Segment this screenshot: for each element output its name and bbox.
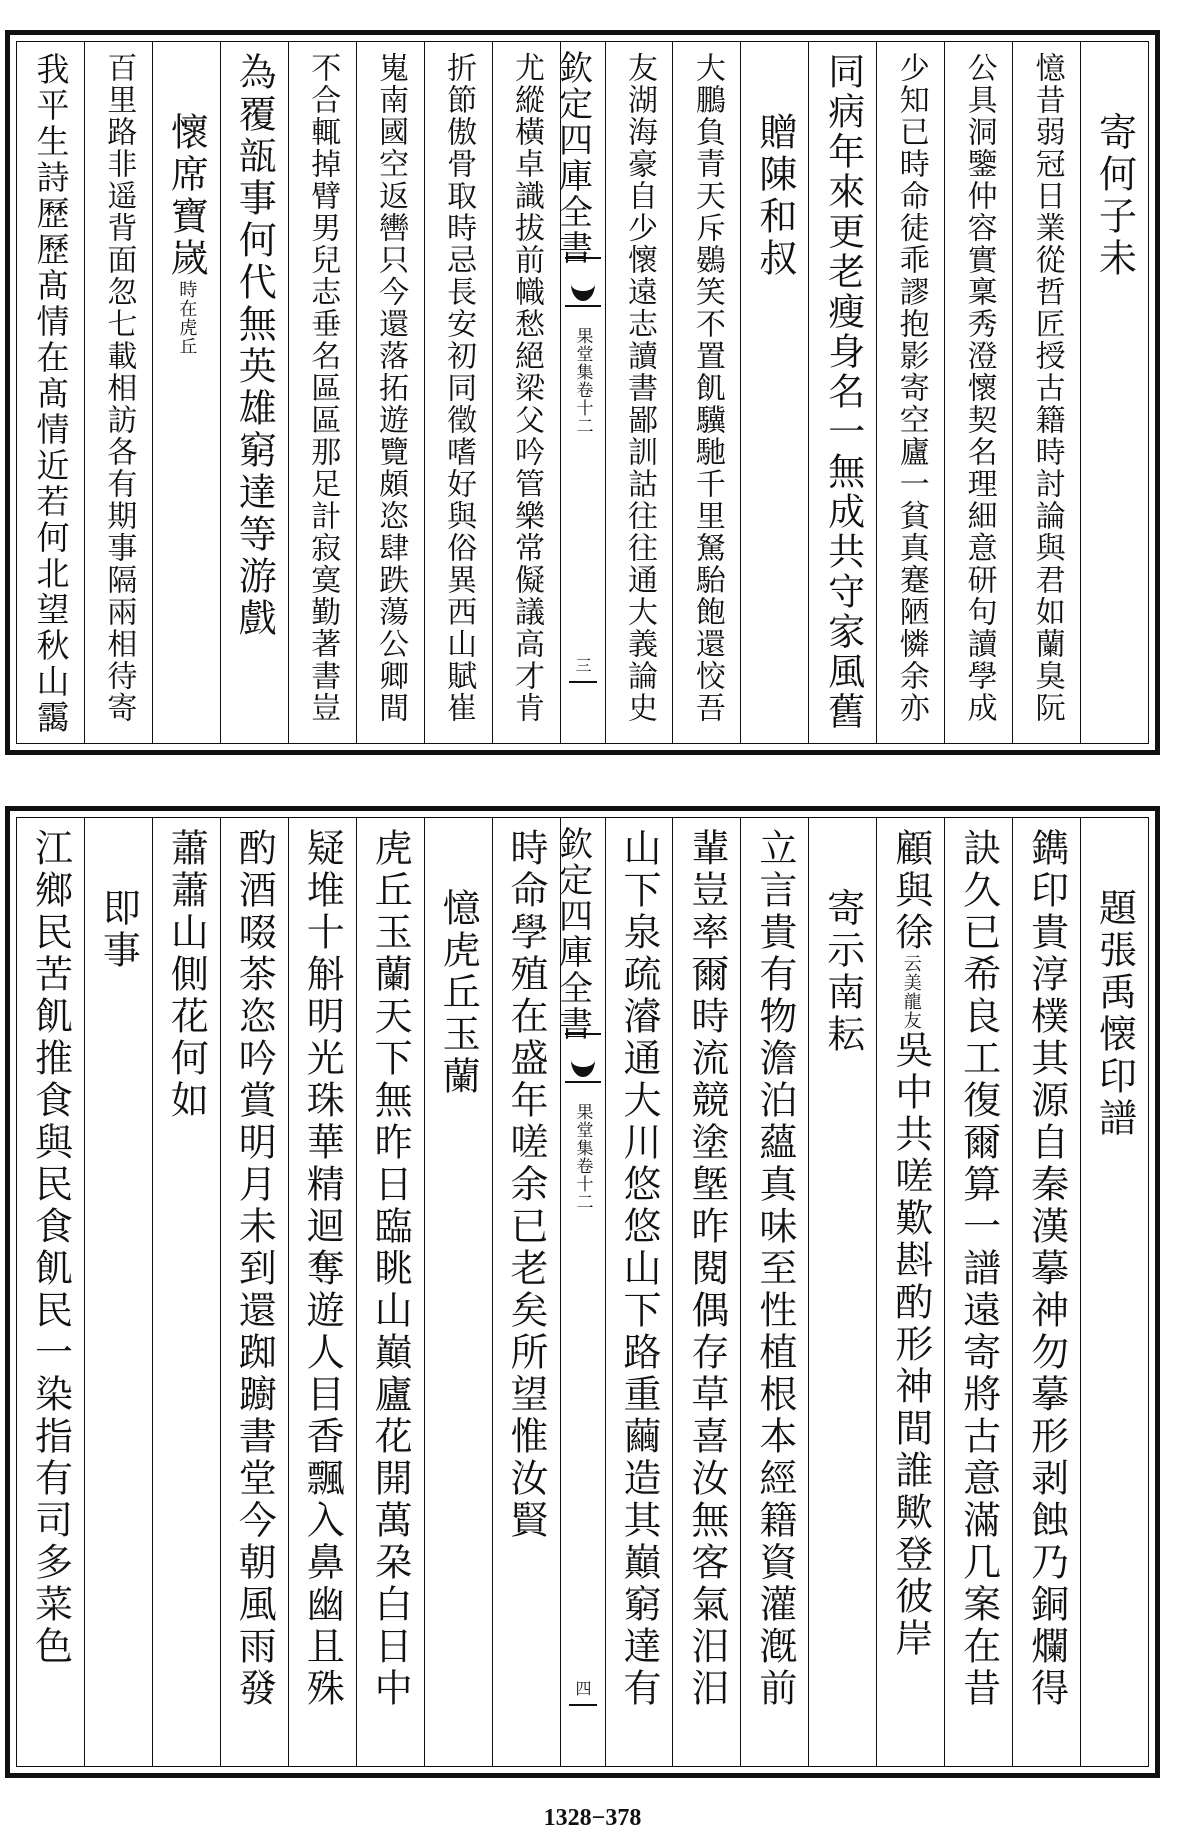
fold-volume: 卷十二 bbox=[572, 1157, 593, 1211]
column-text: 訣久已希良工復爾算一譜遠寄將古意滿几案在昔 bbox=[956, 828, 1001, 1710]
text-line bbox=[611, 828, 667, 1710]
top-right-column-3 bbox=[876, 42, 944, 743]
top-right-column-5 bbox=[740, 42, 808, 743]
column-text: 少知已時命徒乖謬抱影寄空廬一貧真蹇陋憐余亦 bbox=[893, 52, 929, 724]
bottom-right-column-3 bbox=[876, 818, 944, 1766]
fold-page-number: 三 bbox=[573, 657, 592, 673]
fold-title: 欽定四庫全書 bbox=[552, 826, 593, 1042]
top-center-fold bbox=[552, 42, 605, 743]
top-left-column-7 bbox=[17, 42, 84, 743]
top-left-column-4 bbox=[220, 42, 288, 743]
text-line bbox=[158, 828, 214, 1122]
column-text: 立言貴有物澹泊蘊真味至性植根本經籍資灌漑前 bbox=[752, 828, 797, 1710]
text-line bbox=[362, 828, 418, 1710]
text-line bbox=[951, 828, 1007, 1710]
poem-title bbox=[158, 112, 214, 356]
bottom-left-column-3 bbox=[288, 818, 356, 1766]
bottom-page bbox=[5, 806, 1160, 1778]
interlinear-note: 時在虎丘 bbox=[176, 280, 198, 356]
top-left-column-0 bbox=[492, 42, 560, 743]
top-page bbox=[5, 30, 1160, 755]
fold-book-name: 果堂集 bbox=[572, 1103, 593, 1157]
top-page-frame bbox=[16, 41, 1149, 744]
column-text: 鐫印貴淳樸其源自秦漢摹神勿摹形剥蝕乃銅爛得 bbox=[1024, 828, 1069, 1710]
top-right-column-0 bbox=[1080, 42, 1148, 743]
column-text: 尤縱橫卓識拔前幟愁絕梁父吟管樂常儗議高才肯 bbox=[509, 52, 545, 724]
column-text: 我平生詩歷歷髙情在髙情近若何北望秋山靄 bbox=[31, 52, 71, 736]
column-text: 時命學殖在盛年嗟余已老矣所望惟汝賢 bbox=[504, 828, 549, 1542]
column-text: 公具洞鑒仲容實稟秀澄懷契名理細意研句讀學成 bbox=[961, 52, 997, 724]
text-line bbox=[679, 52, 735, 724]
poem-title bbox=[1087, 888, 1143, 1140]
column-text: 蕭蕭山側花何如 bbox=[164, 828, 209, 1122]
fish-tail-mark bbox=[565, 257, 601, 307]
column-text: 題張禹懐印譜 bbox=[1092, 888, 1137, 1140]
column-text: 不合輒掉臂男兒志垂名區區那足計寂寞勤著書豈 bbox=[305, 52, 341, 724]
column-text: 折節傲骨取時忌長安初同徵嗜好與俗異西山賦崔 bbox=[441, 52, 477, 724]
text-line bbox=[611, 52, 667, 724]
bottom-left-column-2 bbox=[356, 818, 424, 1766]
text-line bbox=[1019, 828, 1075, 1710]
bottom-left-column-4 bbox=[220, 818, 288, 1766]
text-line bbox=[1019, 52, 1075, 724]
fold-book-info bbox=[573, 327, 593, 435]
fold-book-name: 果堂集 bbox=[572, 327, 593, 381]
text-line bbox=[883, 52, 939, 724]
column-text: 大鵬負青天斥鷃笑不置飢驥馳千里駑駘飽還恔吾 bbox=[689, 52, 725, 724]
column-text: 嵬南國空返轡只今還落拓遊覽頗恣肆跌蕩公卿間 bbox=[373, 52, 409, 724]
top-right-column-1 bbox=[1012, 42, 1080, 743]
interlinear-note: 云美龍友 bbox=[900, 954, 922, 1030]
top-right-column-2 bbox=[944, 42, 1012, 743]
column-text: 懷席寶嵗 bbox=[164, 112, 209, 280]
column-text: 寄示南耘 bbox=[820, 888, 865, 1056]
top-left-column-6 bbox=[84, 42, 152, 743]
bottom-right-column-0 bbox=[1080, 818, 1148, 1766]
bottom-left-column-5 bbox=[152, 818, 220, 1766]
column-text: 為覆瓿事何代無英雄窮達等游戲 bbox=[232, 52, 277, 640]
bottom-right-column-5 bbox=[740, 818, 808, 1766]
column-text: 江鄉民苦飢推食與民食飢民一染指有司多菜色 bbox=[28, 828, 73, 1668]
top-right-column-4 bbox=[808, 42, 876, 743]
poem-title bbox=[430, 888, 486, 1098]
bottom-left-column-7 bbox=[17, 818, 84, 1766]
poem-title bbox=[90, 888, 146, 972]
fold-page-mark bbox=[569, 681, 597, 683]
fold-book-info bbox=[573, 1103, 593, 1211]
page-footer-number: 1328−378 bbox=[543, 1805, 642, 1831]
top-left-column-2 bbox=[356, 42, 424, 743]
text-line bbox=[226, 828, 282, 1710]
text-line bbox=[226, 52, 282, 640]
top-right-column-6 bbox=[672, 42, 740, 743]
top-left-column-1 bbox=[424, 42, 492, 743]
poem-title bbox=[815, 888, 871, 1056]
text-line bbox=[498, 52, 554, 724]
column-text: 疑堆十斛明光珠華精迴奪遊人目香飄入鼻幽且殊 bbox=[300, 828, 345, 1710]
text-line bbox=[679, 828, 735, 1710]
poem-title bbox=[1087, 112, 1143, 280]
column-text: 寄何子未 bbox=[1092, 112, 1137, 280]
text-line bbox=[294, 52, 350, 724]
bottom-left-column-1 bbox=[424, 818, 492, 1766]
text-line bbox=[815, 52, 871, 732]
column-text: 山下泉疏濬通大川悠悠山下路重繭造其巔窮達有 bbox=[616, 828, 661, 1710]
fold-volume: 卷十二 bbox=[572, 381, 593, 435]
top-left-column-3 bbox=[288, 42, 356, 743]
text-line bbox=[294, 828, 350, 1710]
bottom-page-frame bbox=[16, 817, 1149, 1767]
text-line bbox=[883, 828, 939, 1660]
column-text: 憶昔弱冠日業從哲匠授古籍時討論與君如蘭臭阮 bbox=[1029, 52, 1065, 724]
column-text: 即事 bbox=[96, 888, 141, 972]
fold-page-mark bbox=[569, 1704, 597, 1706]
fish-tail-mark bbox=[565, 1033, 601, 1083]
top-left-column-5 bbox=[152, 42, 220, 743]
text-line bbox=[22, 828, 78, 1668]
text-line bbox=[430, 52, 486, 724]
bottom-center-fold bbox=[552, 818, 605, 1766]
column-text: 贈陳和叔 bbox=[752, 112, 797, 280]
column-text: 虎丘玉蘭天下無昨日臨眺山巔廬花開萬朶白日中 bbox=[368, 828, 413, 1710]
bottom-left-column-6 bbox=[84, 818, 152, 1766]
column-text: 友湖海豪自少懷遠志讀書鄙訓詁往往通大義論史 bbox=[621, 52, 657, 724]
column-text: 輩豈率爾時流競塗墍昨閱偶存草喜汝無客氣汨汨 bbox=[684, 828, 729, 1710]
text-line bbox=[22, 52, 78, 736]
text-line bbox=[362, 52, 418, 724]
bottom-right-column-2 bbox=[944, 818, 1012, 1766]
column-text: 憶虎丘玉蘭 bbox=[436, 888, 481, 1098]
text-line bbox=[951, 52, 1007, 724]
text-line bbox=[90, 52, 146, 724]
top-right-column-7 bbox=[605, 42, 673, 743]
text-line bbox=[747, 828, 803, 1710]
fold-page-number: 四 bbox=[573, 1680, 592, 1696]
column-text: 酌酒啜茶恣吟賞明月未到還踟躕書堂今朝風雨發 bbox=[232, 828, 277, 1710]
column-text: 顧與徐 bbox=[888, 828, 933, 954]
text-line bbox=[498, 828, 554, 1542]
fold-title: 欽定四庫全書 bbox=[552, 50, 593, 266]
column-text: 同病年來更老瘦身名一無成共守家風舊 bbox=[821, 52, 865, 732]
bottom-right-column-6 bbox=[672, 818, 740, 1766]
bottom-right-column-7 bbox=[605, 818, 673, 1766]
column-text-continued: 吳中共嗟歎斟酌形神間誰歟登彼岸 bbox=[888, 1030, 933, 1660]
bottom-right-column-4 bbox=[808, 818, 876, 1766]
bottom-right-column-1 bbox=[1012, 818, 1080, 1766]
bottom-left-column-0 bbox=[492, 818, 560, 1766]
poem-title bbox=[747, 112, 803, 280]
column-text: 百里路非遥背面忽七載相訪各有期事隔兩相待寄 bbox=[101, 52, 137, 724]
